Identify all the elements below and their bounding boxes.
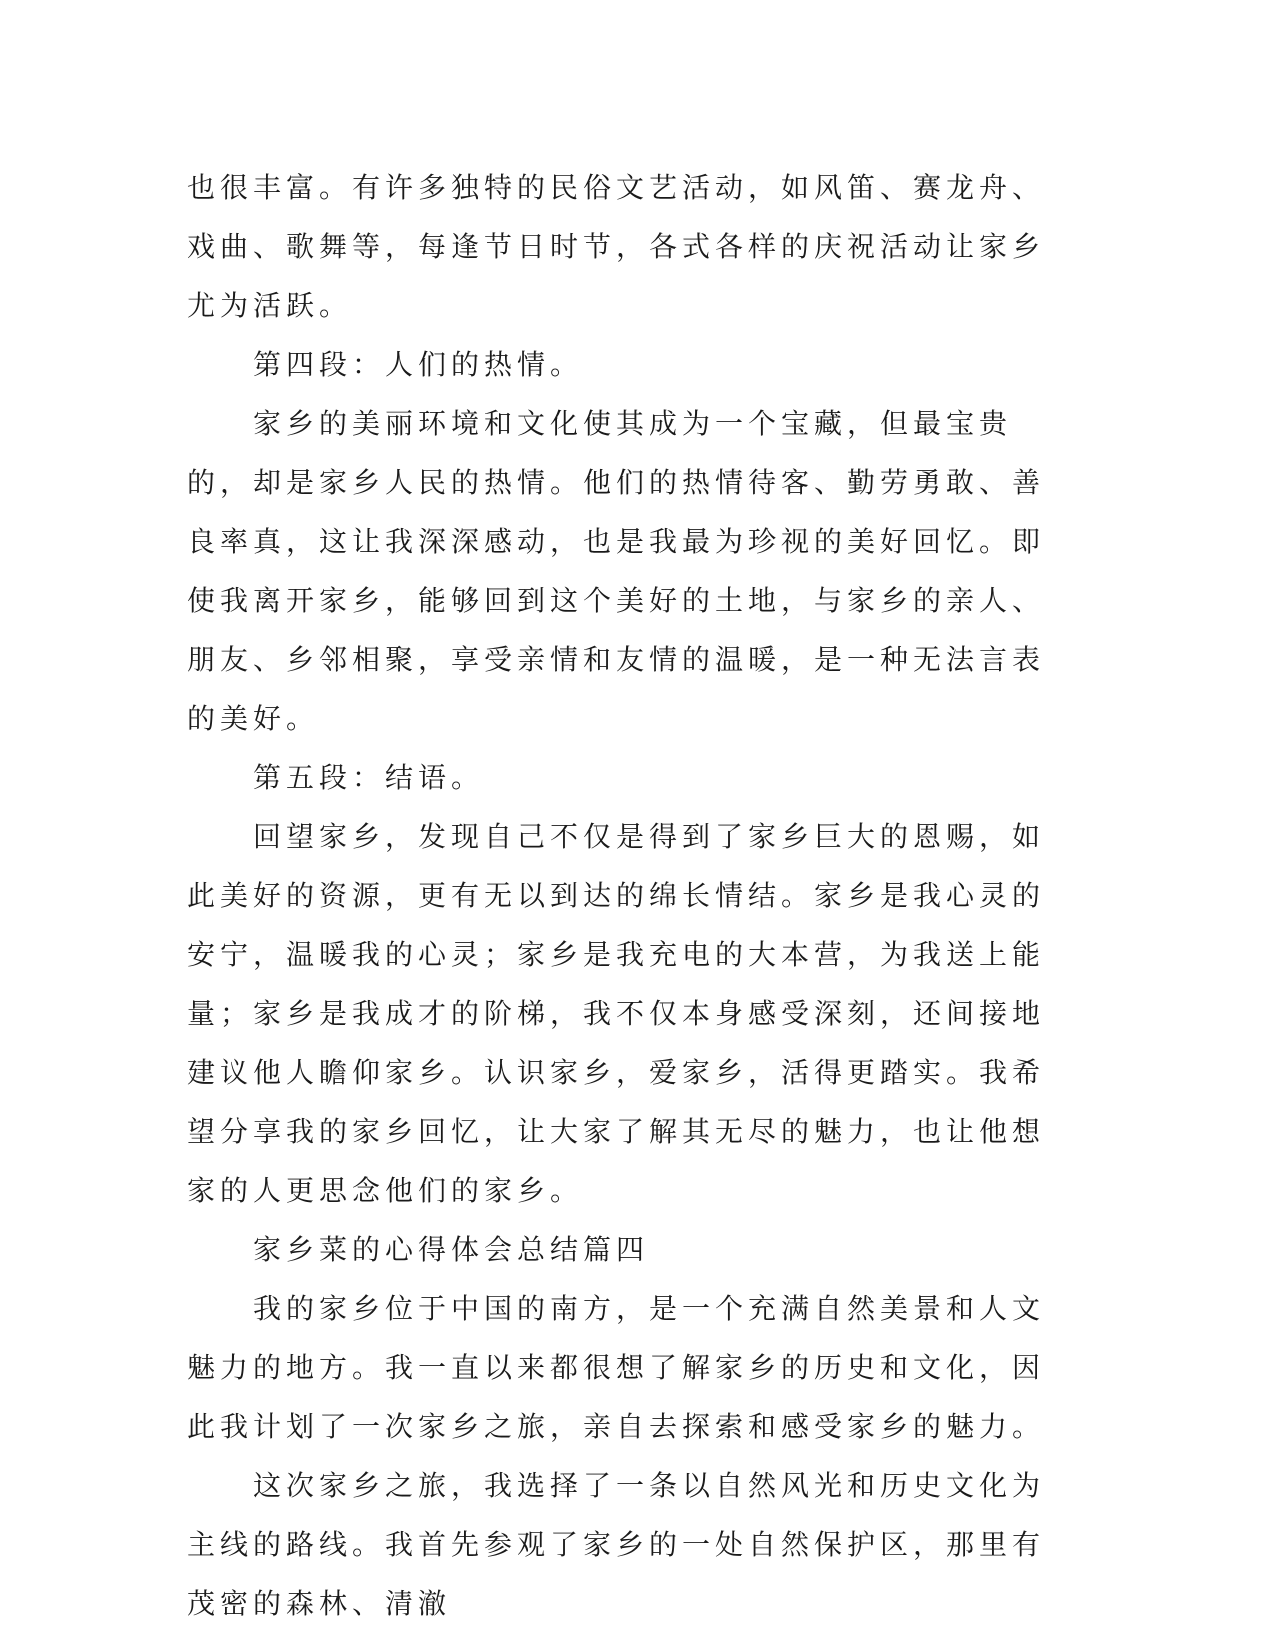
paragraph: 这次家乡之旅，我选择了一条以自然风光和历史文化为主线的路线。我首先参观了家乡的一处自然保护区，那里有茂密的森林、清澈: [187, 1469, 1046, 1620]
paragraph: 我的家乡位于中国的南方，是一个充满自然美景和人文魅力的地方。我一直以来都很想了解家乡的历史和文化，因此我计划了一次家乡之旅，亲自去探索和感受家乡的魅力。: [187, 1292, 1046, 1443]
paragraph: 回望家乡，发现自己不仅是得到了家乡巨大的恩赐，如此美好的资源，更有无以到达的绵长情结。家乡是我心灵的安宁，温暖我的心灵；家乡是我充电的大本营，为我送上能量；家乡是我成才的阶梯，我不仅本身感受深刻，还间接地建议他人瞻仰家乡。认识家乡，爱家乡，活得更踏实。我希望分享我的家乡回忆，让大家了解其无尽的魅力，也让他想家的人更思念他们的家乡。: [187, 820, 1046, 1207]
article-title: 家乡菜的心得体会总结篇四: [253, 1233, 650, 1266]
paragraph: 家乡的美丽环境和文化使其成为一个宝藏，但最宝贵的，却是家乡人民的热情。他们的热情待客、勤劳勇敢、善良率真，这让我深深感动，也是我最为珍视的美好回忆。即使我离开家乡，能够回到这个美好的土地，与家乡的亲人、朋友、乡邻相聚，享受亲情和友情的温暖，是一种无法言表的美好。: [187, 407, 1046, 735]
section-heading-four: 第四段：人们的热情。: [253, 348, 584, 381]
paragraph-continuation: 也很丰富。有许多独特的民俗文艺活动，如风笛、赛龙舟、戏曲、歌舞等，每逢节日时节，各式各样的庆祝活动让家乡尤为活跃。: [187, 171, 1046, 322]
section-heading-five: 第五段：结语。: [253, 761, 485, 794]
document-body: [187, 158, 1063, 1633]
